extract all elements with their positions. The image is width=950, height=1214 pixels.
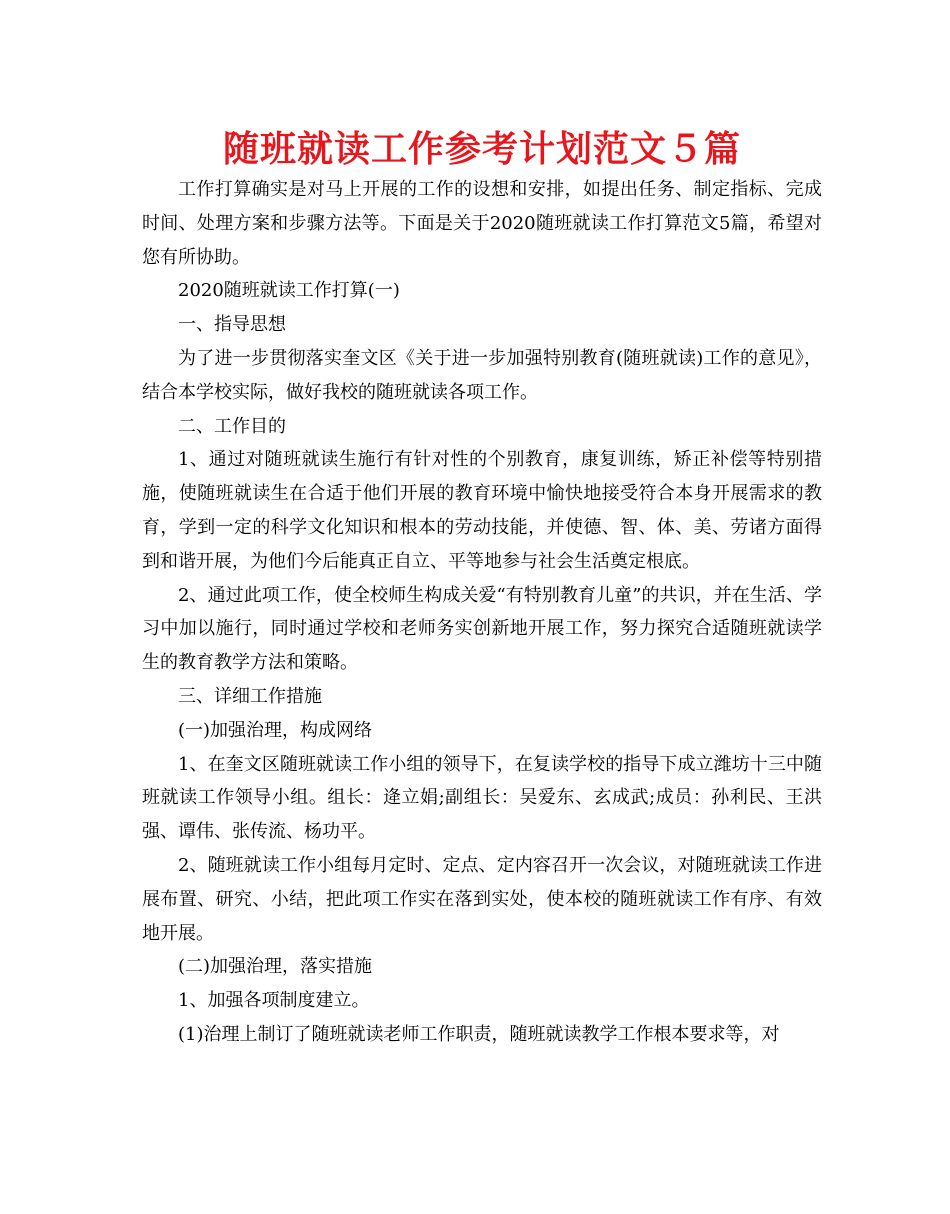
- paragraph-guiding-idea: 为了进一步贯彻落实奎文区《关于进一步加强特别教育(随班就读)工作的意见》，结合本学校实际，做好我校的随班就读各项工作。: [142, 347, 822, 403]
- paragraph-plan-heading: 2020随班就读工作打算(一): [178, 280, 400, 302]
- subsection-heading-1: (一)加强治理，构成网络: [178, 719, 373, 741]
- paragraph-intro: 工作打算确实是对马上开展的工作的设想和安排，如提出任务、制定指标、完成时间、处理方案和步骤方法等。下面是关于2020随班就读工作打算范文5篇，希望对您有所协助。: [142, 179, 822, 268]
- paragraph-system-building: 1、加强各项制度建立。: [178, 990, 370, 1012]
- section-heading-work-goal: 二、工作目的: [178, 415, 286, 437]
- paragraph-goal-1: 1、通过对随班就读生施行有针对性的个别教育，康复训练，矫正补偿等特别措施，使随班就读生在合适于他们开展的教育环境中愉快地接受符合本身开展需求的教育，学到一定的科学文化知识和根本的劳动技能，并使德、智、体、美、劳诸方面得到和谐开展，为他们今后能真正自立、平等地参与社会生活奠定根底。: [142, 449, 822, 572]
- paragraph-management-duties: (1)治理上制订了随班就读老师工作职责，随班就读教学工作根本要求等，对: [178, 1023, 780, 1045]
- subsection-heading-2: (二)加强治理，落实措施: [178, 956, 373, 978]
- document-title: 随班就读工作参考计划范文５篇: [222, 129, 741, 170]
- section-heading-guiding-idea: 一、指导思想: [178, 314, 286, 336]
- document-body: [142, 173, 822, 1052]
- paragraph-measure-2: 2、随班就读工作小组每月定时、定点、定内容召开一次会议，对随班就读工作进展布置、研究、小结，把此项工作实在落到实处，使本校的随班就读工作有序、有效地开展。: [142, 854, 822, 944]
- paragraph-goal-2: 2、通过此项工作，使全校师生构成关爱“有特别教育儿童”的共识，并在生活、学习中加以施行，同时通过学校和老师务实创新地开展工作，努力探究合适随班就读学生的教育教学方法和策略。: [142, 584, 822, 674]
- document-page: [142, 126, 822, 1052]
- section-heading-measures: 三、详细工作措施: [178, 685, 322, 707]
- paragraph-measure-1: 1、在奎文区随班就读工作小组的领导下，在复读学校的指导下成立潍坊十三中随班就读工作领导小组。组长：逄立娟;副组长：吴爱东、玄成武;成员：孙利民、王洪强、谭伟、张传流、杨功平。: [142, 753, 822, 843]
